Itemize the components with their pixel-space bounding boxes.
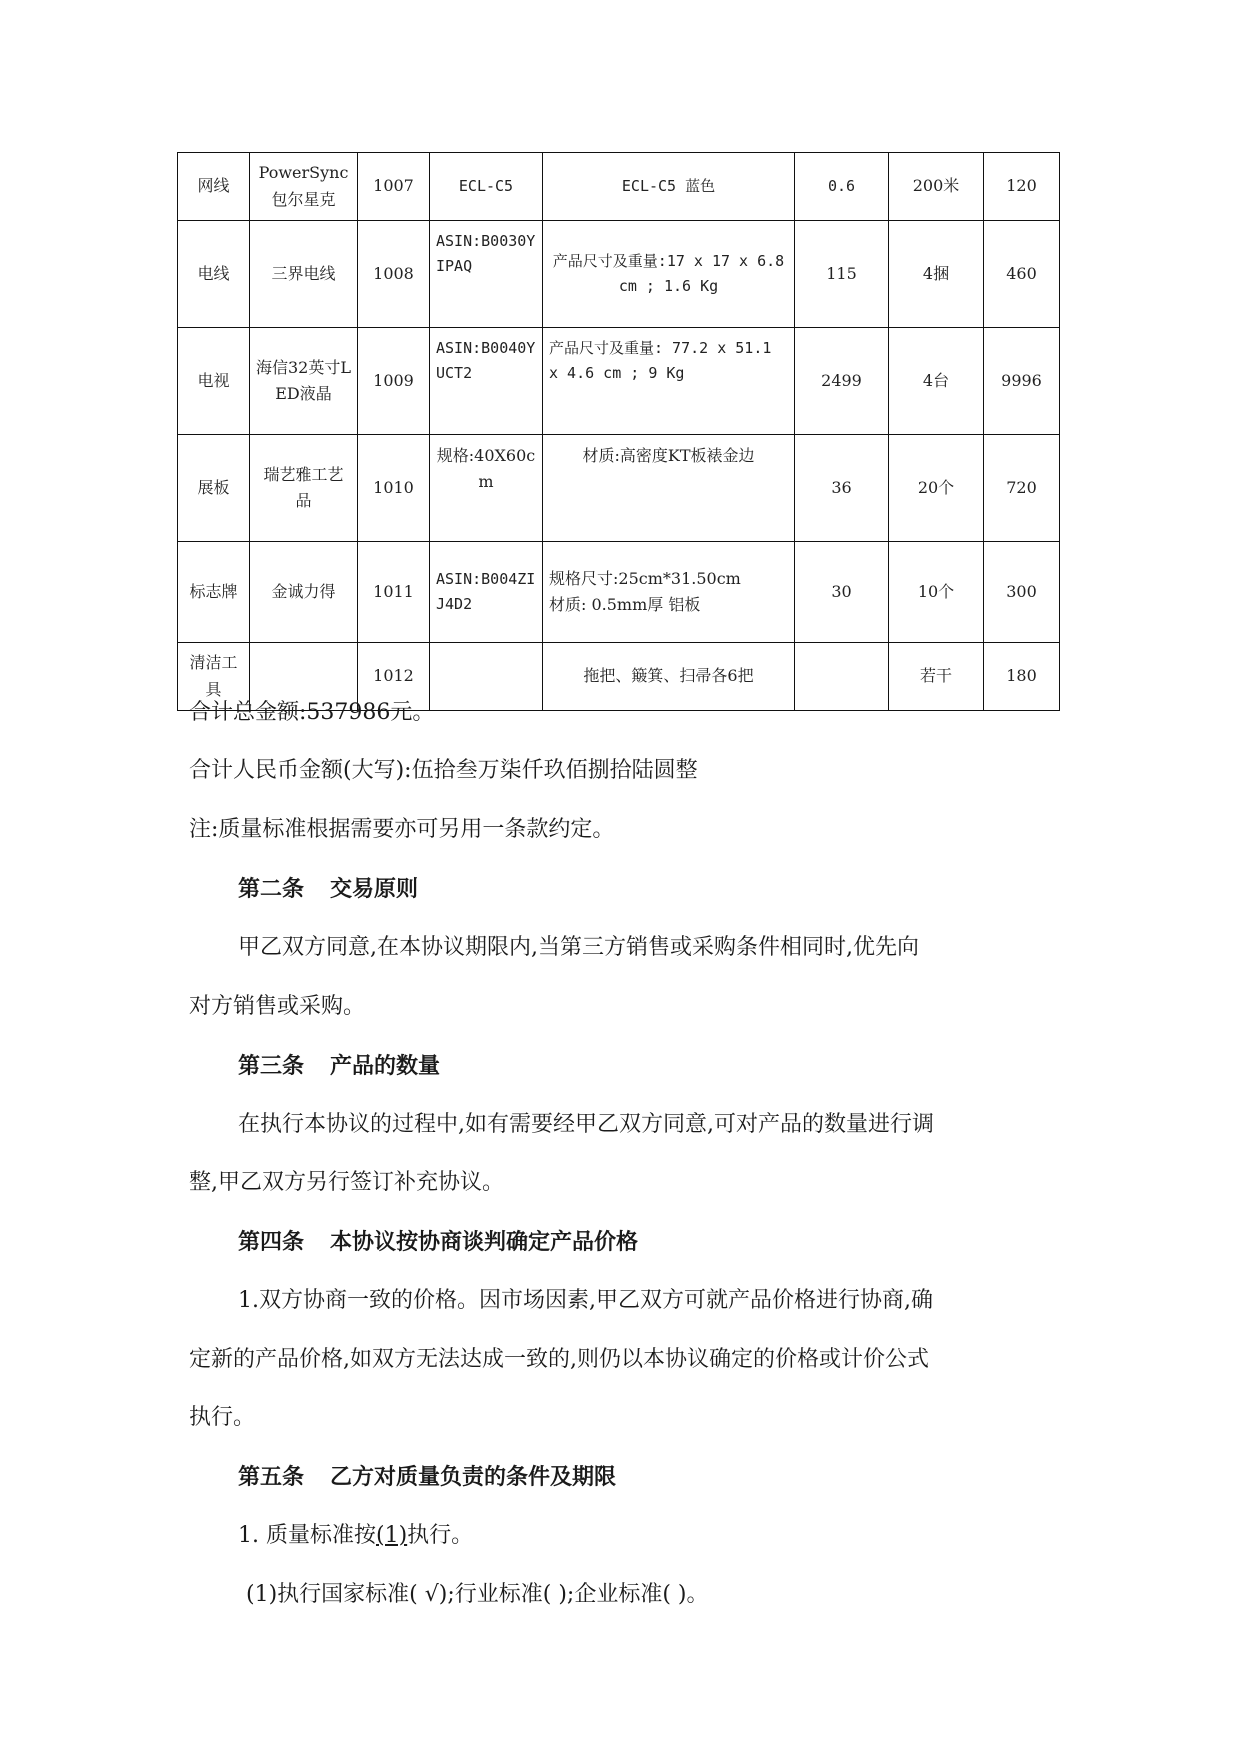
cell-brand: PowerSync 包尔星克: [250, 153, 358, 221]
article-4-heading: [238, 1227, 638, 1257]
cell-amount: 300: [984, 542, 1060, 643]
cell-amount: 720: [984, 435, 1060, 542]
cell-price: [795, 643, 889, 711]
cell-amount: 460: [984, 221, 1060, 328]
cell-qty: 若干: [889, 643, 984, 711]
cell-code: 1012: [358, 643, 430, 711]
paragraph-line: 执行。: [189, 1405, 256, 1430]
cell-qty: 4台: [889, 328, 984, 435]
article-title: 乙方对质量负责的条件及期限: [330, 1464, 617, 1490]
cell-name: 展板: [178, 435, 250, 542]
paragraph-line: 对方销售或采购。: [189, 994, 366, 1019]
cell-qty: 10个: [889, 542, 984, 643]
cell-brand: 金诚力得: [250, 542, 358, 643]
article-title: 产品的数量: [330, 1053, 441, 1079]
item-prefix: 1. 质量标准按: [238, 1523, 376, 1548]
cell-qty: 200米: [889, 153, 984, 221]
cell-spec: [543, 542, 795, 643]
table-row: [178, 435, 1060, 542]
paragraph-line: 1.双方协商一致的价格。因市场因素,甲乙双方可就产品价格进行协商,确: [238, 1288, 933, 1313]
cell-model: 规格:40X60cm: [430, 435, 543, 542]
cell-code: 1010: [358, 435, 430, 542]
total-amount: 合计总金额:537986元。: [189, 700, 435, 725]
cell-brand: 海信32英寸LED液晶: [250, 328, 358, 435]
cell-price: 30: [795, 542, 889, 643]
article-title: 交易原则: [330, 876, 419, 902]
cell-brand: 瑞艺雅工艺品: [250, 435, 358, 542]
cell-model: ASIN:B004ZIJ4D2: [430, 542, 543, 643]
table-row: [178, 221, 1060, 328]
cell-amount: 120: [984, 153, 1060, 221]
cell-model: ASIN:B0040YUCT2: [430, 328, 543, 435]
cell-spec: 产品尺寸及重量: 77.2 x 51.1 x 4.6 cm ; 9 Kg: [543, 328, 795, 435]
spec-line: 材质: 0.5mm厚 铝板: [549, 595, 701, 614]
cell-price: 0.6: [795, 153, 889, 221]
table-row: [178, 153, 1060, 221]
paragraph-line: 在执行本协议的过程中,如有需要经甲乙双方同意,可对产品的数量进行调: [238, 1112, 934, 1137]
spec-line: 规格尺寸:25cm*31.50cm: [549, 568, 741, 588]
cell-name: 网线: [178, 153, 250, 221]
article-5-heading: [238, 1462, 616, 1492]
cell-code: 1008: [358, 221, 430, 328]
standard-options: (1)执行国家标准( √);行业标准( );企业标准( )。: [246, 1582, 709, 1607]
article-number: 第三条: [238, 1053, 305, 1079]
paragraph-line: 定新的产品价格,如双方无法达成一致的,则仍以本协议确定的价格或计价公式: [189, 1347, 929, 1372]
cell-model: [430, 643, 543, 711]
cell-qty: 4捆: [889, 221, 984, 328]
cell-amount: 180: [984, 643, 1060, 711]
cell-brand: 三界电线: [250, 221, 358, 328]
article-3-heading: [238, 1051, 440, 1081]
item-suffix: 执行。: [407, 1523, 474, 1548]
cell-qty: 20个: [889, 435, 984, 542]
cell-name: 标志牌: [178, 542, 250, 643]
product-table: [177, 152, 1060, 711]
cell-price: 115: [795, 221, 889, 328]
cell-spec: 拖把、簸箕、扫帚各6把: [543, 643, 795, 711]
cell-spec: ECL-C5 蓝色: [543, 153, 795, 221]
cell-code: 1009: [358, 328, 430, 435]
quality-note: 注:质量标准根据需要亦可另用一条款约定。: [189, 817, 615, 842]
article-number: 第四条: [238, 1229, 305, 1255]
paragraph-line: 甲乙双方同意,在本协议期限内,当第三方销售或采购条件相同时,优先向: [238, 935, 919, 960]
table-row: [178, 542, 1060, 643]
article-number: 第五条: [238, 1464, 305, 1490]
item-fill-blank: (1): [375, 1523, 408, 1548]
quality-standard-item: [238, 1521, 473, 1551]
paragraph-line: 整,甲乙双方另行签订补充协议。: [189, 1170, 504, 1195]
cell-price: 2499: [795, 328, 889, 435]
cell-name: 电视: [178, 328, 250, 435]
cell-price: 36: [795, 435, 889, 542]
cell-spec: 产品尺寸及重量:17 x 17 x 6.8 cm ; 1.6 Kg: [543, 221, 795, 328]
cell-code: 1011: [358, 542, 430, 643]
table-row: [178, 328, 1060, 435]
cell-name: 清洁工具: [178, 643, 250, 711]
article-2-heading: [238, 874, 418, 904]
article-title: 本协议按协商谈判确定产品价格: [330, 1229, 639, 1255]
cell-code: 1007: [358, 153, 430, 221]
cell-model: ECL-C5: [430, 153, 543, 221]
cell-name: 电线: [178, 221, 250, 328]
cell-amount: 9996: [984, 328, 1060, 435]
article-number: 第二条: [238, 876, 305, 902]
total-amount-rmb: 合计人民币金额(大写):伍拾叁万柒仟玖佰捌拾陆圆整: [189, 758, 698, 783]
cell-model: ASIN:B0030YIPAQ: [430, 221, 543, 328]
cell-spec: 材质:高密度KT板裱金边: [543, 435, 795, 542]
